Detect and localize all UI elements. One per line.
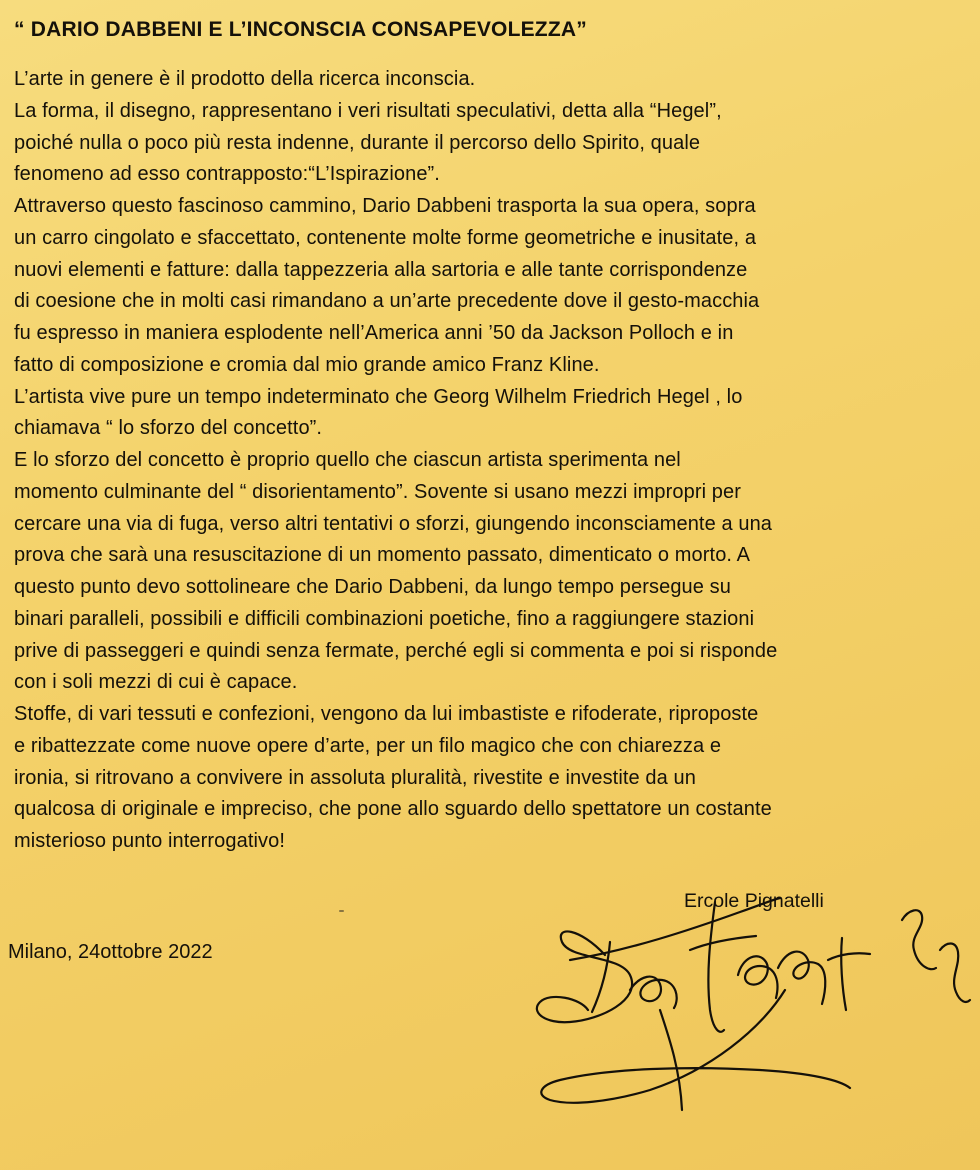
text-line: Stoffe, di vari tessuti e confezioni, vengono da lui imbastiste e rifoderate, riproposte — [14, 703, 759, 725]
text-line: un carro cingolato e sfaccettato, contenente molte forme geometriche e inusitate, a — [14, 226, 757, 249]
text-line: nuovi elementi e fatture: dalla tappezzeria alla sartoria e alle tante corrispondenze — [14, 258, 748, 281]
handwritten-signature-icon — [510, 880, 980, 1130]
text-line: e ribattezzate come nuove opere d’arte, per un filo magico che con chiarezza e — [14, 734, 722, 757]
text-line: E lo sforzo del concetto è proprio quello che ciascun artista sperimenta nel — [14, 449, 681, 471]
text-line: ironia, si ritrovano a convivere in assoluta pluralità, rivestite e investite da un — [14, 766, 696, 789]
text-line: L’artista vive pure un tempo indeterminato che Georg Wilhelm Friedrich Hegel , lo — [14, 385, 743, 408]
signer-name: Ercole Pignatelli — [684, 890, 824, 912]
text-line: qualcosa di originale e impreciso, che pone allo sguardo dello spettatore un costante — [14, 798, 772, 821]
text-line: chiamava “ lo sforzo del concetto”. — [14, 417, 323, 440]
text-line: L’arte in genere è il prodotto della ricerca inconscia. — [14, 68, 476, 90]
text-line: fatto di composizione e cromia dal mio grande amico Franz Kline. — [14, 353, 600, 376]
text-line: cercare una via di fuga, verso altri tentativi o sforzi, giungendo inconsciamente a una — [14, 512, 773, 535]
text-line: prive di passeggeri e quindi senza fermate, perché egli si commenta e poi si risponde — [14, 639, 778, 662]
text-line: La forma, il disegno, rappresentano i veri risultati speculativi, detta alla “Hegel”, — [14, 99, 722, 122]
paper-speck — [339, 910, 344, 912]
text-line: fu espresso in maniera esplodente nell’America anni ’50 da Jackson Polloch e in — [14, 322, 734, 344]
text-line: questo punto devo sottolineare che Dario Dabbeni, da lungo tempo persegue su — [14, 576, 731, 598]
text-line: di coesione che in molti casi rimandano a un’arte precedente dove il gesto-macchia — [14, 290, 760, 313]
text-line: Attraverso questo fascinoso cammino, Dario Dabbeni trasporta la sua opera, sopra — [14, 195, 756, 217]
text-line: binari paralleli, possibili e difficili combinazioni poetiche, fino a raggiungere stazioni — [14, 607, 755, 630]
text-line: fenomeno ad esso contrapposto:“L’Ispirazione”. — [14, 163, 440, 186]
text-line: momento culminante del “ disorientamento”. Sovente si usano mezzi impropri per — [14, 480, 742, 503]
text-line: misterioso punto interrogativo! — [14, 830, 286, 852]
place-date: Milano, 24ottobre 2022 — [8, 941, 213, 963]
body-text — [14, 64, 974, 858]
text-line: con i soli mezzi di cui è capace. — [14, 671, 298, 694]
text-line: prova che sarà una resuscitazione di un momento passato, dimenticato o morto. A — [14, 544, 751, 567]
document-title: “ DARIO DABBENI E L’INCONSCIA CONSAPEVOLEZZA” — [14, 18, 587, 41]
text-line: poiché nulla o poco più resta indenne, durante il percorso dello Spirito, quale — [14, 131, 701, 154]
